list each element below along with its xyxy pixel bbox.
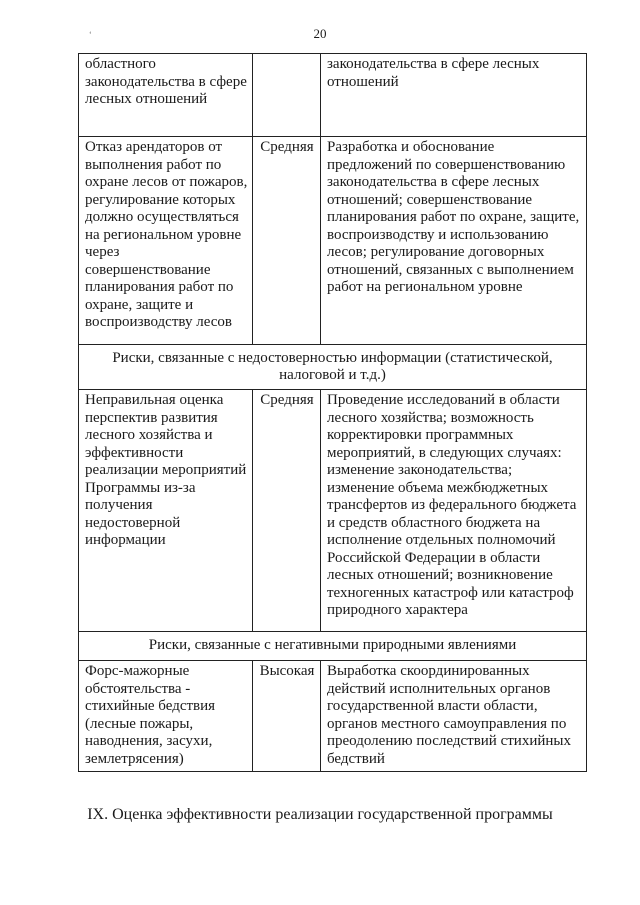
corner-mark: ‘	[89, 30, 92, 39]
table-row	[79, 390, 587, 632]
chapter-heading: IX. Оценка эффективности реализации государственной программы	[87, 806, 553, 823]
risk-level: Средняя	[253, 137, 321, 345]
page-number: 20	[313, 26, 327, 41]
section-row	[79, 632, 587, 661]
risk-level: Высокая	[253, 661, 321, 772]
risk-description: Неправильная оценка перспектив развития лесного хозяйства и эффективности реализации мероприятий Программы из-за получения недостоверной информации	[79, 390, 253, 632]
risk-description: областного законодательства в сфере лесных отношений	[79, 54, 253, 137]
risk-level	[253, 54, 321, 137]
risk-table	[78, 53, 587, 772]
risk-measures: Проведение исследований в области лесного хозяйства; возможность корректировки программных мероприятий, в следующих случаях: изменение законодательства; изменение объема межбюджетных трансфертов из федерального бюджета и средств областного бюджета на исполнение отдельных полномочий Российской Федерации в области лесных отношений; возникновение техногенных катастроф или катастроф природного характера	[321, 390, 587, 632]
section-row	[79, 345, 587, 390]
risk-description: Форс-мажорные обстоятельства - стихийные бедствия (лесные пожары, наводнения, засухи, землетрясения)	[79, 661, 253, 772]
table-row	[79, 137, 587, 345]
risk-measures: законодательства в сфере лесных отношений	[321, 54, 587, 137]
table-row	[79, 661, 587, 772]
risk-description: Отказ арендаторов от выполнения работ по охране лесов от пожаров, регулирование которых должно осуществляться на региональном уровне через совершенствование планирования работ по охране, защите и воспроизводству лесов	[79, 137, 253, 345]
section-heading: Риски, связанные с негативными природными явлениями	[79, 632, 587, 661]
risk-level: Средняя	[253, 390, 321, 632]
risk-measures: Разработка и обоснование предложений по совершенствованию законодательства в сфере лесных отношений; совершенствование планирования работ по охране, защите, воспроизводству и использованию лесов; регулирование договорных отношений, связанных с выполнением работ на региональном уровне	[321, 137, 587, 345]
risk-measures: Выработка скоординированных действий исполнительных органов государственной власти области, органов местного самоуправления по преодолению последствий стихийных бедствий	[321, 661, 587, 772]
table-row	[79, 54, 587, 137]
section-heading: Риски, связанные с недостоверностью информации (статистической, налоговой и т.д.)	[79, 345, 587, 390]
